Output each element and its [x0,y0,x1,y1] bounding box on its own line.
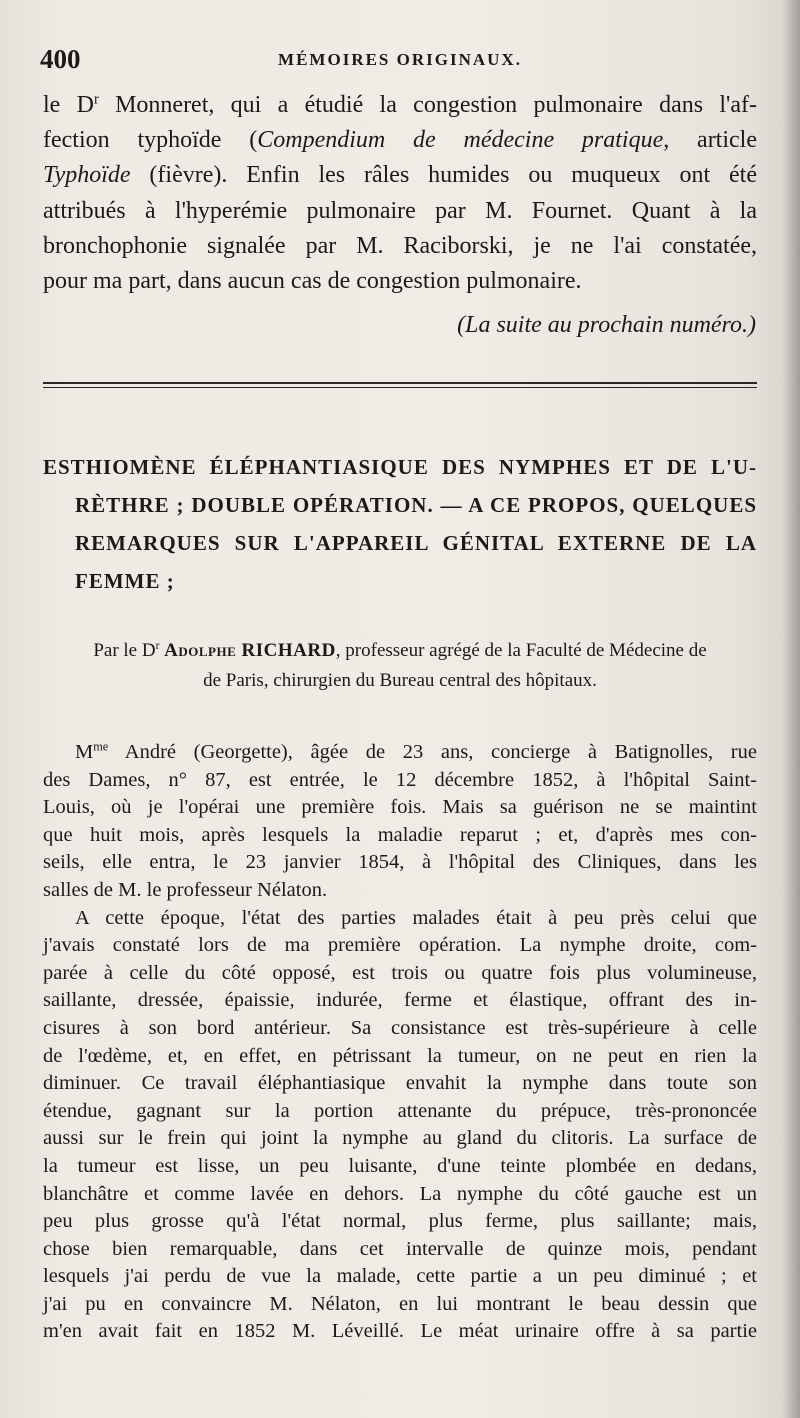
title-line: ESTHIOMÈNE ÉLÉPHANTIASIQUE DES NYMPHES ET DE L'U- [43,455,757,479]
running-head: MÉMOIRES ORIGINAUX. [278,50,522,69]
text-line: $M^{me}$ André (Georgette), âgée de 23 ans, concierge à Batignolles, rue [75,739,757,763]
text-line: salles de M. le professeur Nélaton. [43,878,328,901]
title-line: RÈTHRE ; DOUBLE OPÉRATION. — A CE PROPOS, QUELQUES [75,493,757,517]
text-line: parée à celle du côté opposé, est trois ou quatre fois plus volumineuse, [43,961,757,984]
title-line: REMARQUES SUR L'APPAREIL GÉNITAL EXTERNE DE LA [75,531,757,555]
title-line: FEMME ; [75,569,175,593]
text-line: la tumeur est lisse, un peu luisante, d'une teinte plombée en dedans, [43,1154,757,1177]
page-edge-shadow [782,0,800,1418]
article-body [43,739,757,1346]
divider-rule-bottom [43,387,757,388]
text-line: cisures à son bord antérieur. Sa consistance est très-supérieure à celle [43,1016,757,1039]
previous-article-paragraph [43,88,757,299]
text-line: j'avais constaté lors de ma première opération. La nymphe droite, com- [43,934,757,957]
text-line: aussi sur le frein qui joint la nymphe au gland du clitoris. La surface de [43,1127,757,1150]
text-line: que huit mois, après lesquels la maladie reparut ; et, d'après mes con- [43,823,757,846]
text-line: peu plus grosse qu'à l'état normal, plus ferme, plus saillante; mais, [43,1210,757,1233]
text-line: étendue, gagnant sur la portion attenante du prépuce, très-prononcée [43,1099,757,1122]
page-number: 400 [40,44,81,74]
text-line: m'en avait fait en 1852 M. Léveillé. Le méat urinaire offre à sa partie [43,1320,757,1343]
text-line: fection typhoïde (Compendium de médecine pratique, article [43,127,757,154]
text-line: chose bien remarquable, dans cet intervalle de quinze mois, pendant [43,1237,757,1260]
text-line: saillante, dressée, épaissie, indurée, ferme et élastique, offrant des in- [43,989,757,1012]
text-line: pour ma part, dans aucun cas de congestion pulmonaire. [43,268,582,295]
text-line: des Dames, n° 87, est entrée, le 12 décembre 1852, à l'hôpital Saint- [43,768,757,791]
text-line: diminuer. Ce travail éléphantiasique envahit la nymphe dans toute son [43,1072,757,1095]
divider-rule-top [43,382,757,384]
text-line: j'ai pu en convaincre M. Nélaton, en lui montrant le beau dessin que [43,1292,757,1315]
text-line: blanchâtre et comme lavée en dehors. La nymphe du côté gauche est un [43,1182,757,1205]
text-line: seils, elle entra, le 23 janvier 1854, à l'hôpital des Cliniques, dans les [43,851,757,874]
text-line: le $D^r$ Monneret, qui a étudié la congestion pulmonaire dans l'af- [43,91,757,118]
continuation-note: (La suite au prochain numéro.) [457,312,756,338]
text-line: A cette époque, l'état des parties malades était à peu près celui que [75,906,757,929]
text-line: de l'œdème, et, en effet, en pétrissant la tumeur, on ne peut en rien la [43,1044,757,1067]
text-line: bronchophonie signalée par M. Raciborski, je ne l'ai constatée, [43,232,757,259]
text-line: Typhoïde (fièvre). Enfin les râles humides ou muqueux ont été [43,162,757,189]
author-byline: Par le $D^r$ Adolphe RICHARD, professeur agrégé de la Faculté de Médecine de de Paris, chirurgien du Bureau central des hôpitaux. [93,640,707,691]
page-header [40,42,760,82]
text-line: Louis, où je l'opérai une première fois. Mais sa guérison ne se maintint [43,796,757,819]
text-line: attribués à l'hyperémie pulmonaire par M. Fournet. Quant à la [43,197,757,224]
text-line: lesquels j'ai perdu de vue la malade, cette partie a un peu diminué ; et [43,1265,757,1288]
author-name: Adolphe RICHARD [164,640,336,661]
article-title [43,448,757,600]
